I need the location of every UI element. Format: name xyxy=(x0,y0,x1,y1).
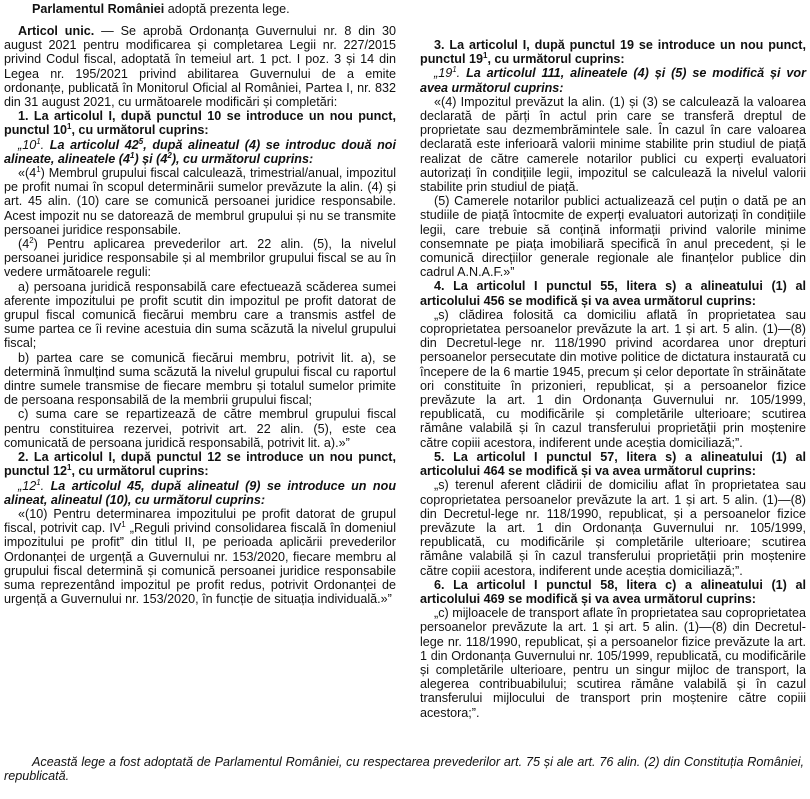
text-run: 1. La articolul I, după punctul 10 se introduce un nou punct, punctul 10 xyxy=(4,109,396,138)
text-run: „s) clădirea folosită ca domiciliu aflată în proprietatea sau coproprietatea persoanelor prevăzute la art. 1 și art. 5 alin. (1)—(8) din Decretul-lege nr. 118/1990 privind acordarea unor drepturi persoanelor persecutate din motive politice de dictatura instaurată cu începere de la 6 martie 1945, precum și celor deportate în străinătate ori constituite în prizonieri, republicat, și a persoanelor fizice prevăzute la art. 1 din Ordonanța Guvernului nr. 105/1999, republicată, cu modificările și completările ulterioare; scutirea rămâne valabilă și în cazul transferului proprietății prin moștenire către copiii acestora, indiferent unde aceștia domiciliază;”. xyxy=(420,307,806,450)
text-run: „Reguli privind consolidarea fiscală în domeniul impozitului pe profit” din titlul II, pe perioada aplicării prevederilor Ordonanței de urgență a Guvernului nr. 153/2020, fiecare membru al grupului fiscal determină și comunică persoanei juridice responsabile suma reprezentând impozitul pe profit redus, potrivit Ordonanței de urgență a Guvernului nr. 153/2020, în funcție de situația individuală.»” xyxy=(4,521,396,607)
text-run: 4. La articolul I punctul 55, litera s) a alineatului (1) al articolului 456 se modifică și va avea următorul cuprins: xyxy=(420,279,806,308)
letter-b xyxy=(4,351,396,408)
text-run: ) și (4 xyxy=(134,151,168,166)
text-run: . xyxy=(40,478,51,493)
text-run: , cu următorul cuprins: xyxy=(487,52,625,67)
text-run: La articolul 42 xyxy=(49,137,139,152)
text-run: La articolul 45, după alineatul (9) se introduce un nou alineat, alineatul (10), cu următorul cuprins: xyxy=(4,478,397,507)
superscript: 1 xyxy=(130,150,135,160)
text-run: „c) mijloacele de transport aflate în proprietatea sau coproprietatea persoanelor prevăzute la art. 1 și art. 5 alin. (1)—(8) din Decretul-lege nr. 118/1990, republicat, și a persoanelor fizice prevăzute la art. 1 din Ordonanța Guvernului nr. 105/1999, republicată, cu modificările și completările ulterioare, pentru un singur mijloc de transport, la alegerea contribuabilului; scutirea rămâne valabilă și în cazul transferului mijlocului de transport prin moștenire către copiii acestora;”. xyxy=(420,606,806,720)
text-run: ) Membrul grupului fiscal calculează, trimestrial/anual, impozitul pe profit numai în scopul determinării sumelor prevăzute la alin. (4) și art. 45 alin. (10) care se comunică persoanei juridice responsabile. Acest impozit nu se datorează de membrul grupului și nu se transmite persoanei juridice responsabile. xyxy=(4,166,396,237)
left-column xyxy=(4,24,396,606)
superscript: 1 xyxy=(36,136,41,146)
enacting-clause-bold: Parlamentul României xyxy=(32,2,165,16)
point-5-heading xyxy=(420,450,806,478)
text-run: , cu următorul cuprins: xyxy=(71,464,209,479)
text-run: — Se aprobă Ordonanța Guvernului nr. 8 din 30 august 2021 pentru modificarea și completarea Legii nr. 227/2015 privind Codul fiscal, adoptată în temeiul art. 1 pct. I poz. 3 și 14 din Legea nr. 195/2021 privind abilitarea Guvernului de a emite ordonanțe, publicată în Monitorul Oficial al României, Partea I, nr. 832 din 31 august 2021, cu următoarele modificări și completări: xyxy=(4,24,396,110)
letter-s-464 xyxy=(420,478,806,577)
superscript: 2 xyxy=(29,235,34,245)
text-run: 6. La articolul I punctul 58, litera c) a alineatului (1) al articolului 469 se modifică și va avea următorul cuprins: xyxy=(420,577,806,606)
text-run: «(4) Impozitul prevăzut la alin. (1) și (3) se calculează la valoarea declarată de părți în actul prin care se transferă dreptul de proprietate sau dezmembrămintele sale. În cazul în care valoarea declarată este inferioară valorii minime stabilite prin studiul de piață realizat de către camerele notarilor publici cu experți evaluatori autorizați în condițiile legii, impozitul se calculează la nivelul valorii stabilite prin studiul de piață. xyxy=(420,94,806,195)
superscript: 1 xyxy=(452,65,457,75)
superscript: 1 xyxy=(66,463,72,473)
letter-c-469 xyxy=(420,606,806,720)
text-run: 5. La articolul I punctul 57, litera s) a alineatului (1) al articolului 464 se modifică și va avea următorul cuprins: xyxy=(420,449,806,479)
text-run: , după alineatul (4) se introduc două noi alineate, alineatele (4 xyxy=(4,137,396,166)
superscript: 1 xyxy=(121,519,126,529)
text-run: (5) Camerele notarilor publici actualizează cel puțin o dată pe an studiile de piață întocmite de experți evaluatori autorizați în condițiile legii, care trebuie să conțină informații privind valorile minime consemnate pe piața imobiliară specifică în anul precedent, și le comunică direcțiilor generale regionale ale finanțelor publice din cadrul A.N.A.F.»” xyxy=(420,194,806,280)
superscript: 1 xyxy=(36,477,41,487)
enacting-clause xyxy=(4,2,396,16)
text-run: «(10) Pentru determinarea impozitului pe profit datorat de grupul fiscal, potrivit cap. IV xyxy=(4,506,396,536)
enacting-clause-rest: adoptă prezenta lege. xyxy=(164,2,290,16)
text-run: „12 xyxy=(18,478,37,493)
text-run: . xyxy=(40,137,50,152)
right-column xyxy=(420,38,806,720)
text-run: „s) terenul aferent clădirii de domiciliu aflat în proprietatea sau coproprietatea persoanelor prevăzute la art. 1 și art. 5 alin. (1)—(8) din Decretul-lege nr. 118/1990, republicat, și a persoanelor fizice prevăzute la art. 1 din Ordonanța Guvernului nr. 105/1999, republicată, cu modificările și completările ulterioare; scutirea rămâne valabilă și în cazul transferului proprietății prin moștenire către copiii acestora, indiferent unde aceștia domiciliază;”. xyxy=(420,478,806,578)
text-run: c) suma care se repartizează de către membrul grupului fiscal pentru constituirea rezervei, potrivit art. 22 alin. (5), este cea comunicată de persoana juridică responsabilă, potrivit lit. a).»” xyxy=(4,407,396,450)
text-run: La articolul 111, alineatele (4) și (5) se modifică și vor avea următorul cuprins: xyxy=(420,66,806,95)
text-run: . xyxy=(456,66,467,81)
paragraph-5 xyxy=(420,194,806,279)
point-3-heading xyxy=(420,38,806,66)
point-19-1-heading xyxy=(420,66,806,94)
paragraph-article-unic xyxy=(4,24,396,109)
paragraph-4 xyxy=(420,95,806,194)
text-run: 3. La articolul I, după punctul 19 se introduce un nou punct, punctul 19 xyxy=(420,38,806,67)
letter-c xyxy=(4,407,396,450)
text-run: Articol unic. xyxy=(18,24,95,38)
point-6-heading xyxy=(420,578,806,606)
point-12-1-heading xyxy=(4,479,396,507)
point-2-heading xyxy=(4,450,396,478)
superscript: 2 xyxy=(167,150,172,160)
text-run: b) partea care se comunică fiecărui membru, potrivit lit. a), se determină înmulțind suma scăzută la nivelul grupului fiscal cu raportul dintre sumele transmise de fiecare membru și totalul sumelor primite de persoana responsabilă de la membrii grupului fiscal; xyxy=(4,350,396,408)
text-run: „10 xyxy=(18,137,37,152)
paragraph-4-2 xyxy=(4,237,396,280)
point-1-heading xyxy=(4,109,396,137)
superscript: 1 xyxy=(66,122,72,132)
text-run: ), cu următorul cuprins: xyxy=(171,151,314,166)
superscript: 1 xyxy=(36,164,41,174)
text-run: 2. La articolul I, după punctul 12 se introduce un nou punct, punctul 12 xyxy=(4,450,396,479)
paragraph-4-1 xyxy=(4,166,396,237)
text-run: „19 xyxy=(434,66,453,81)
text-run: ) Pentru aplicarea prevederilor art. 22 alin. (5), la nivelul persoanei juridice responsabile și al membrilor grupului fiscal se au în vedere următoarele reguli: xyxy=(4,237,396,280)
text-run: , cu următorul cuprins: xyxy=(71,123,209,138)
text-run: a) persoana juridică responsabilă care efectuează scăderea sumei aferente impozitului pe profit scutit din impozitul pe profit datorat de grupul fiscal comunică fiecărui membru care a transmis astfel de sume partea ce îi revine acestuia din suma scăzută la nivelul grupului fiscal; xyxy=(4,279,396,351)
text-run: «(4 xyxy=(18,166,37,181)
superscript: 1 xyxy=(482,51,488,61)
point-10-1-heading xyxy=(4,138,396,166)
paragraph-10 xyxy=(4,507,396,606)
text-run: (4 xyxy=(18,237,30,252)
letter-s-456 xyxy=(420,308,806,450)
superscript: 5 xyxy=(138,136,144,146)
letter-a xyxy=(4,280,396,351)
point-4-heading xyxy=(420,279,806,307)
adoption-note: Această lege a fost adoptată de Parlamentul României, cu respectarea prevederilor art. 75 și ale art. 76 alin. (2) din Constituția României, republicată. xyxy=(4,755,804,784)
